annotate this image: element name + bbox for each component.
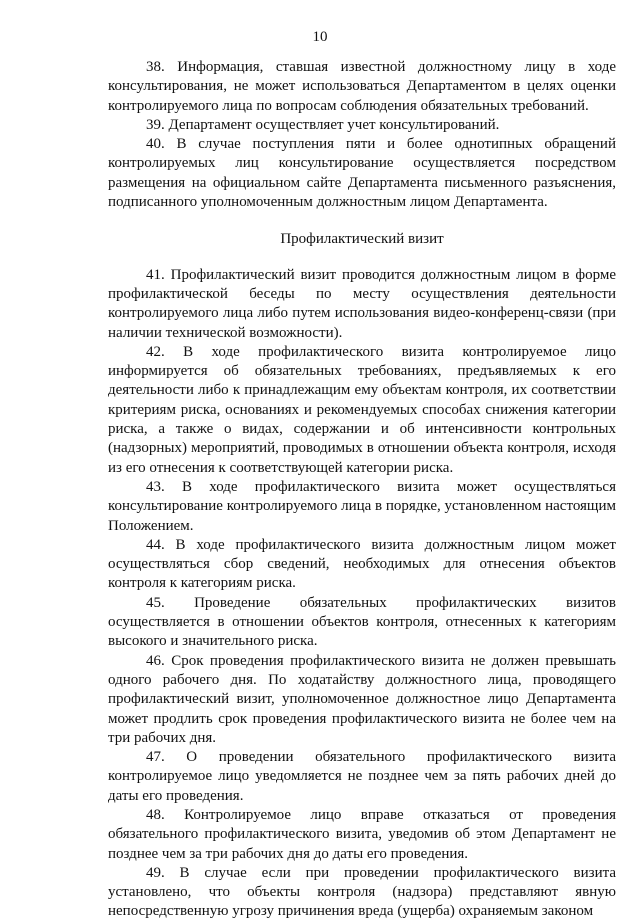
paragraph-47: 47. О проведении обязательного профилактического визита контролируемое лицо уведомляется не позднее чем за пять рабочих дней до даты его проведения. [108,749,616,804]
document-body [108,58,616,922]
paragraph-42: 42. В ходе профилактического визита контролируемое лицо информируется об обязательных требованиях, предъявляемых к его деятельности либо к принадлежащим ему объектам контроля, их соответствии критериям риска, основаниях и рекомендуемых способах снижения категории риска, а также о видах, содержании и об интенсивности контрольных (надзорных) мероприятий, проводимых в отношении объекта контроля, исходя из его отнесения к соответствующей категории риска. [108,343,616,476]
paragraph-44: 44. В ходе профилактического визита должностным лицом может осуществляться сбор сведений, необходимых для отнесения объектов контроля к категориям риска. [108,536,616,592]
paragraph-46: 46. Срок проведения профилактического визита не должен превышать одного рабочего дня. По ходатайству должностного лица, проводящего профилактический визит, уполномоченное должностное лицо Департамента может продлить срок проведения профилактического визита не более чем на три рабочих дня. [108,652,616,746]
paragraph-43: 43. В ходе профилактического визита может осуществляться консультирование контролируемого лица в порядке, установленном настоящим Положением. [108,478,617,534]
paragraph-48: 48. Контролируемое лицо вправе отказаться от проведения обязательного профилактического визита, уведомив об этом Департамент не позднее чем за три рабочих дня до даты его проведения. [108,806,616,862]
page-number: 10 [312,29,328,45]
paragraph-49: 49. В случае если при проведении профилактического визита установлено, что объекты контроля (надзора) представляют явную непосредственную угрозу причинения вреда (ущерба) охраняемым законом [108,864,616,920]
paragraph-41: 41. Профилактический визит проводится должностным лицом в форме профилактической беседы по месту осуществления деятельности контролируемого лица либо путем использования видео-конференц-связи (при наличии технической возможности). [108,266,616,341]
paragraph-39: 39. Департамент осуществляет учет консультирований. [146,116,500,133]
paragraph-45: 45. Проведение обязательных профилактических визитов осуществляется в отношении объектов контроля, отнесенных к категориям высокого и значительного риска. [108,594,616,650]
paragraph-38: 38. Информация, ставшая известной должностному лицу в ходе консультирования, не может использоваться Департаментом в целях оценки контролируемого лица по вопросам соблюдения обязательных требований. [108,59,616,114]
section-heading: Профилактический визит [280,231,444,248]
paragraph-40: 40. В случае поступления пяти и более однотипных обращений контролируемых лиц консультирование осуществляется посредством размещения на официальном сайте Департамента письменного разъяснения, подписанного уполномоченным должностным лицом Департамента. [108,136,616,211]
